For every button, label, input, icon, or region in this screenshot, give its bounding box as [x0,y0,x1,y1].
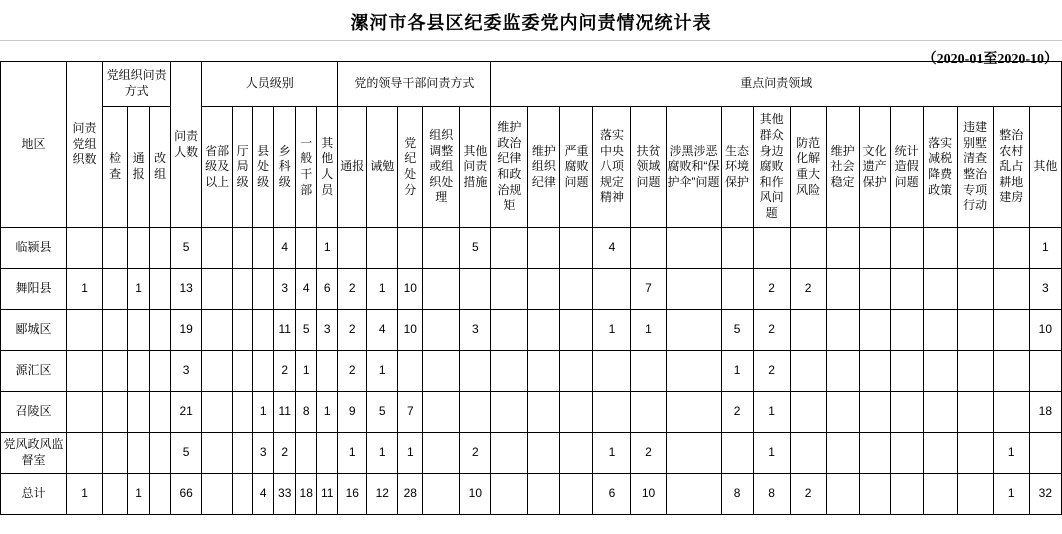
table-cell [150,392,171,433]
table-cell [957,310,993,351]
table-cell [923,474,957,515]
table-cell [150,228,171,269]
table-cell [560,433,593,474]
table-cell [560,474,593,515]
table-cell [826,269,859,310]
table-row [1,269,1062,310]
table-cell [528,433,560,474]
table-cell [528,351,560,392]
table-cell [957,351,993,392]
table-cell [423,433,460,474]
table-cell: 2 [753,269,790,310]
table-cell: 10 [631,474,666,515]
table-cell [790,433,826,474]
header-cadre-discipline: 党纪处分 [398,107,423,228]
table-cell [721,228,753,269]
table-cell [253,310,274,351]
table-cell [253,269,274,310]
table-cell: 8 [721,474,753,515]
table-cell: 18 [296,474,317,515]
table-cell: 3 [460,310,491,351]
table-cell: 19 [171,310,202,351]
table-cell [859,228,890,269]
table-cell: 5 [367,392,398,433]
header-area-eight-rules: 落实中央八项规定精神 [593,107,631,228]
table-cell [790,228,826,269]
table-cell: 1 [296,351,317,392]
table-cell: 1 [593,433,631,474]
table-cell [202,351,233,392]
header-level-provincial: 省部级及以上 [202,107,233,228]
table-cell: 1 [128,269,150,310]
table-cell [957,474,993,515]
table-cell: 1 [753,392,790,433]
header-cadre-admonish: 诫勉 [367,107,398,228]
header-area-rural-land: 整治农村乱占耕地建房 [993,107,1029,228]
table-cell: 1 [367,351,398,392]
table-cell [666,228,721,269]
table-cell [423,351,460,392]
table-cell: 16 [338,474,367,515]
table-cell [957,228,993,269]
table-cell [631,228,666,269]
header-inspect: 检查 [103,107,128,228]
table-cell [790,310,826,351]
table-cell [202,474,233,515]
table-cell [67,433,103,474]
table-row [1,351,1062,392]
table-cell [826,351,859,392]
table-cell [67,351,103,392]
table-cell [631,392,666,433]
header-area-poverty: 扶贫领域问题 [631,107,666,228]
table-cell [993,392,1029,433]
table-cell: 4 [367,310,398,351]
table-cell: 11 [317,474,338,515]
table-cell [150,269,171,310]
header-area-statistics-fraud: 统计造假问题 [890,107,923,228]
table-cell [491,269,528,310]
table-cell: 18 [1029,392,1061,433]
table-cell: 7 [398,392,423,433]
header-area-major-risk: 防范化解重大风险 [790,107,826,228]
table-cell [128,351,150,392]
statistics-table [0,61,1062,515]
table-cell [666,269,721,310]
table-cell [826,310,859,351]
table-cell [528,474,560,515]
table-cell: 1 [317,228,338,269]
table-cell: 12 [367,474,398,515]
table-cell [460,392,491,433]
table-cell [721,269,753,310]
header-circulate: 通报 [128,107,150,228]
table-cell: 13 [171,269,202,310]
table-cell: 1 [367,269,398,310]
table-cell [826,228,859,269]
header-area-illegal-villa: 违建别墅清查整治专项行动 [957,107,993,228]
table-cell [150,351,171,392]
header-org-count: 问责党组织数 [67,62,103,228]
table-cell: 11 [274,310,296,351]
table-cell [790,392,826,433]
table-cell [890,310,923,351]
table-cell [103,474,128,515]
table-cell: 2 [790,269,826,310]
table-cell [957,433,993,474]
table-cell: 1 [67,474,103,515]
row-region: 总计 [1,474,67,515]
period-label: （2020-01至2020-10） [922,52,1058,67]
table-cell [826,392,859,433]
table-cell [253,351,274,392]
table-cell [128,310,150,351]
table-cell [202,433,233,474]
table-cell [423,310,460,351]
table-row [1,392,1062,433]
table-cell [560,351,593,392]
row-region: 党风政风监督室 [1,433,67,474]
header-area-gang-umbrella: 涉黑涉恶腐败和“保护伞”问题 [666,107,721,228]
table-cell [150,474,171,515]
table-cell [103,310,128,351]
table-cell: 1 [1029,228,1061,269]
table-cell: 1 [338,433,367,474]
table-cell: 5 [171,228,202,269]
header-cadre-other-measures: 其他问责措施 [460,107,491,228]
header-level-county: 县处级 [253,107,274,228]
table-cell [593,351,631,392]
table-cell: 3 [171,351,202,392]
table-cell: 5 [171,433,202,474]
table-cell: 1 [631,310,666,351]
header-area-grassroots-corruption: 其他群众身边腐败和作风问题 [753,107,790,228]
table-cell [923,351,957,392]
header-area-social-stability: 维护社会稳定 [826,107,859,228]
table-cell [67,310,103,351]
table-cell [560,392,593,433]
table-cell [128,392,150,433]
table-cell: 2 [338,310,367,351]
table-cell [128,433,150,474]
table-cell [560,310,593,351]
header-area-ecology: 生态环境保护 [721,107,753,228]
table-cell [957,269,993,310]
table-cell: 1 [721,351,753,392]
header-region: 地区 [1,62,67,228]
table-cell: 10 [398,310,423,351]
table-cell: 2 [460,433,491,474]
table-cell: 21 [171,392,202,433]
row-region: 郾城区 [1,310,67,351]
table-cell [1029,351,1061,392]
table-cell [317,433,338,474]
table-cell: 1 [993,474,1029,515]
table-cell: 4 [296,269,317,310]
table-cell [296,228,317,269]
table-cell [398,228,423,269]
table-cell: 1 [753,433,790,474]
table-cell [666,474,721,515]
table-cell [423,228,460,269]
table-cell [150,433,171,474]
header-cadre-circulate: 通报 [338,107,367,228]
table-cell [103,351,128,392]
table-cell: 1 [993,433,1029,474]
table-cell [666,433,721,474]
table-cell: 10 [460,474,491,515]
table-cell [233,310,253,351]
table-cell: 4 [253,474,274,515]
table-cell [859,351,890,392]
header-group-level: 人员级别 [202,62,338,107]
table-row [1,310,1062,351]
table-cell [202,392,233,433]
table-cell [398,351,423,392]
table-cell [423,392,460,433]
table-cell [491,474,528,515]
table-cell [859,269,890,310]
row-region: 舞阳县 [1,269,67,310]
table-cell [491,392,528,433]
table-cell [233,228,253,269]
table-cell [423,269,460,310]
table-cell: 7 [631,269,666,310]
table-cell [593,269,631,310]
table-cell: 3 [253,433,274,474]
table-cell: 2 [753,351,790,392]
table-cell [528,392,560,433]
table-body [1,228,1062,515]
table-cell [528,310,560,351]
table-cell: 10 [398,269,423,310]
table-cell [150,310,171,351]
table-cell: 6 [593,474,631,515]
header-area-other: 其他 [1029,107,1061,228]
table-cell [202,310,233,351]
table-cell: 33 [274,474,296,515]
table-cell [666,351,721,392]
header-level-township: 乡科级 [274,107,296,228]
table-cell [460,269,491,310]
table-cell [890,392,923,433]
table-cell [528,269,560,310]
table-cell [67,392,103,433]
table-cell [367,228,398,269]
table-cell [859,433,890,474]
header-area-serious-corruption: 严重腐败问题 [560,107,593,228]
table-cell [317,351,338,392]
table-cell [103,392,128,433]
table-cell: 3 [274,269,296,310]
table-cell [560,269,593,310]
table-cell [890,433,923,474]
table-cell [859,392,890,433]
table-cell: 2 [753,310,790,351]
table-cell: 28 [398,474,423,515]
table-cell [631,351,666,392]
header-area-political-discipline: 维护政治纪律和政治规矩 [491,107,528,228]
table-cell [491,433,528,474]
table-cell [423,474,460,515]
table-cell [826,474,859,515]
table-cell [923,392,957,433]
table-cell [993,228,1029,269]
table-cell [721,433,753,474]
table-row [1,474,1062,515]
header-level-ordinary-cadre: 一般干部 [296,107,317,228]
table-cell [491,351,528,392]
table-cell [923,228,957,269]
table-cell [128,228,150,269]
table-cell [560,228,593,269]
header-level-other: 其他人员 [317,107,338,228]
table-cell [338,228,367,269]
table-cell: 6 [317,269,338,310]
table-cell [460,351,491,392]
table-cell [957,392,993,433]
row-region: 临颍县 [1,228,67,269]
header-area-org-discipline: 维护组织纪律 [528,107,560,228]
table-cell: 2 [274,351,296,392]
table-cell [202,269,233,310]
table-cell [753,228,790,269]
table-cell: 2 [338,351,367,392]
header-group-key-area: 重点问责领域 [491,62,1062,107]
table-cell: 2 [631,433,666,474]
table-cell: 1 [367,433,398,474]
table-cell [296,433,317,474]
table-cell: 1 [593,310,631,351]
table-cell [923,310,957,351]
header-level-bureau: 厅局级 [233,107,253,228]
table-cell [233,351,253,392]
table-cell [491,228,528,269]
header-group-cadre-method: 党的领导干部问责方式 [338,62,491,107]
table-cell [890,474,923,515]
table-cell: 8 [753,474,790,515]
table-cell [202,228,233,269]
row-region: 召陵区 [1,392,67,433]
table-cell: 2 [274,433,296,474]
header-people-count: 问责人数 [171,62,202,228]
table-cell: 66 [171,474,202,515]
table-cell: 5 [721,310,753,351]
header-group-org-method: 党组织问责方式 [103,62,171,107]
table-cell [233,474,253,515]
table-cell [993,351,1029,392]
table-cell [103,228,128,269]
table-cell: 1 [398,433,423,474]
table-cell: 32 [1029,474,1061,515]
table-cell: 1 [253,392,274,433]
table-cell [923,269,957,310]
table-cell [890,269,923,310]
header-area-cultural-heritage: 文化遗产保护 [859,107,890,228]
table-cell: 1 [67,269,103,310]
table-cell [233,269,253,310]
table-cell [666,310,721,351]
table-row [1,433,1062,474]
table-cell [103,433,128,474]
table-cell: 5 [296,310,317,351]
table-cell [859,474,890,515]
table-cell [826,433,859,474]
page-title: 漯河市各县区纪委监委党内问责情况统计表 [350,13,712,33]
table-cell: 11 [274,392,296,433]
table-cell [67,228,103,269]
table-cell: 2 [721,392,753,433]
table-cell [890,228,923,269]
table-cell: 5 [460,228,491,269]
table-cell: 4 [274,228,296,269]
table-cell [666,392,721,433]
header-cadre-adjustment: 组织调整或组织处理 [423,107,460,228]
table-cell: 9 [338,392,367,433]
table-cell [233,392,253,433]
table-cell [790,351,826,392]
table-row [1,228,1062,269]
header-reorganize: 改组 [150,107,171,228]
table-cell [103,269,128,310]
row-region: 源汇区 [1,351,67,392]
table-cell [859,310,890,351]
table-cell: 10 [1029,310,1061,351]
table-cell [528,228,560,269]
table-cell [253,228,274,269]
table-cell: 8 [296,392,317,433]
table-cell: 2 [338,269,367,310]
table-cell [890,351,923,392]
table-cell: 1 [317,392,338,433]
table-cell [491,310,528,351]
table-cell: 3 [1029,269,1061,310]
table-cell: 4 [593,228,631,269]
table-cell: 3 [317,310,338,351]
table-cell [233,433,253,474]
header-area-tax-reduction: 落实减税降费政策 [923,107,957,228]
table-cell [1029,433,1061,474]
table-cell [593,392,631,433]
table-cell [993,269,1029,310]
table-cell [923,433,957,474]
table-cell: 1 [128,474,150,515]
table-cell: 2 [790,474,826,515]
table-cell [993,310,1029,351]
